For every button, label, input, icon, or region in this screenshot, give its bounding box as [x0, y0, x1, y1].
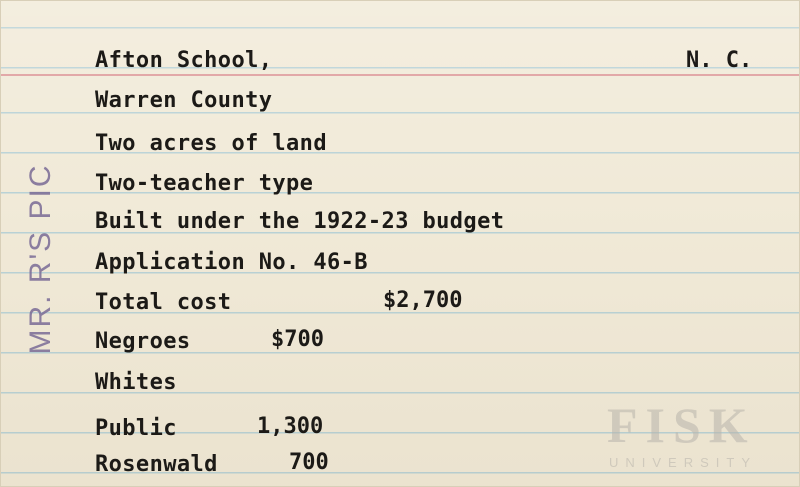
- rosenwald-label: Rosenwald: [95, 452, 218, 477]
- budget-line: Built under the 1922-23 budget: [95, 209, 505, 234]
- county-line: Warren County: [95, 88, 273, 113]
- watermark-name: FISK: [607, 397, 756, 453]
- header-rule: [1, 74, 799, 76]
- type-line: Two-teacher type: [95, 171, 314, 196]
- land-line: Two acres of land: [95, 131, 327, 156]
- ink-stamp: MR. R'S PIC: [24, 163, 57, 355]
- rosenwald-value: 700: [289, 450, 329, 475]
- state-label: N. C.: [686, 48, 753, 73]
- whites-label: Whites: [95, 370, 177, 395]
- public-value: 1,300: [257, 414, 324, 439]
- watermark-subtitle: UNIVERSITY: [609, 455, 758, 470]
- public-label: Public: [95, 416, 177, 441]
- negroes-value: $700: [271, 327, 324, 352]
- fisk-watermark: [607, 397, 797, 481]
- total-cost-value: $2,700: [383, 288, 463, 313]
- total-cost-label: Total cost: [95, 290, 232, 315]
- school-name: Afton School,: [95, 48, 273, 73]
- application-line: Application No. 46-B: [95, 250, 368, 275]
- negroes-label: Negroes: [95, 329, 191, 354]
